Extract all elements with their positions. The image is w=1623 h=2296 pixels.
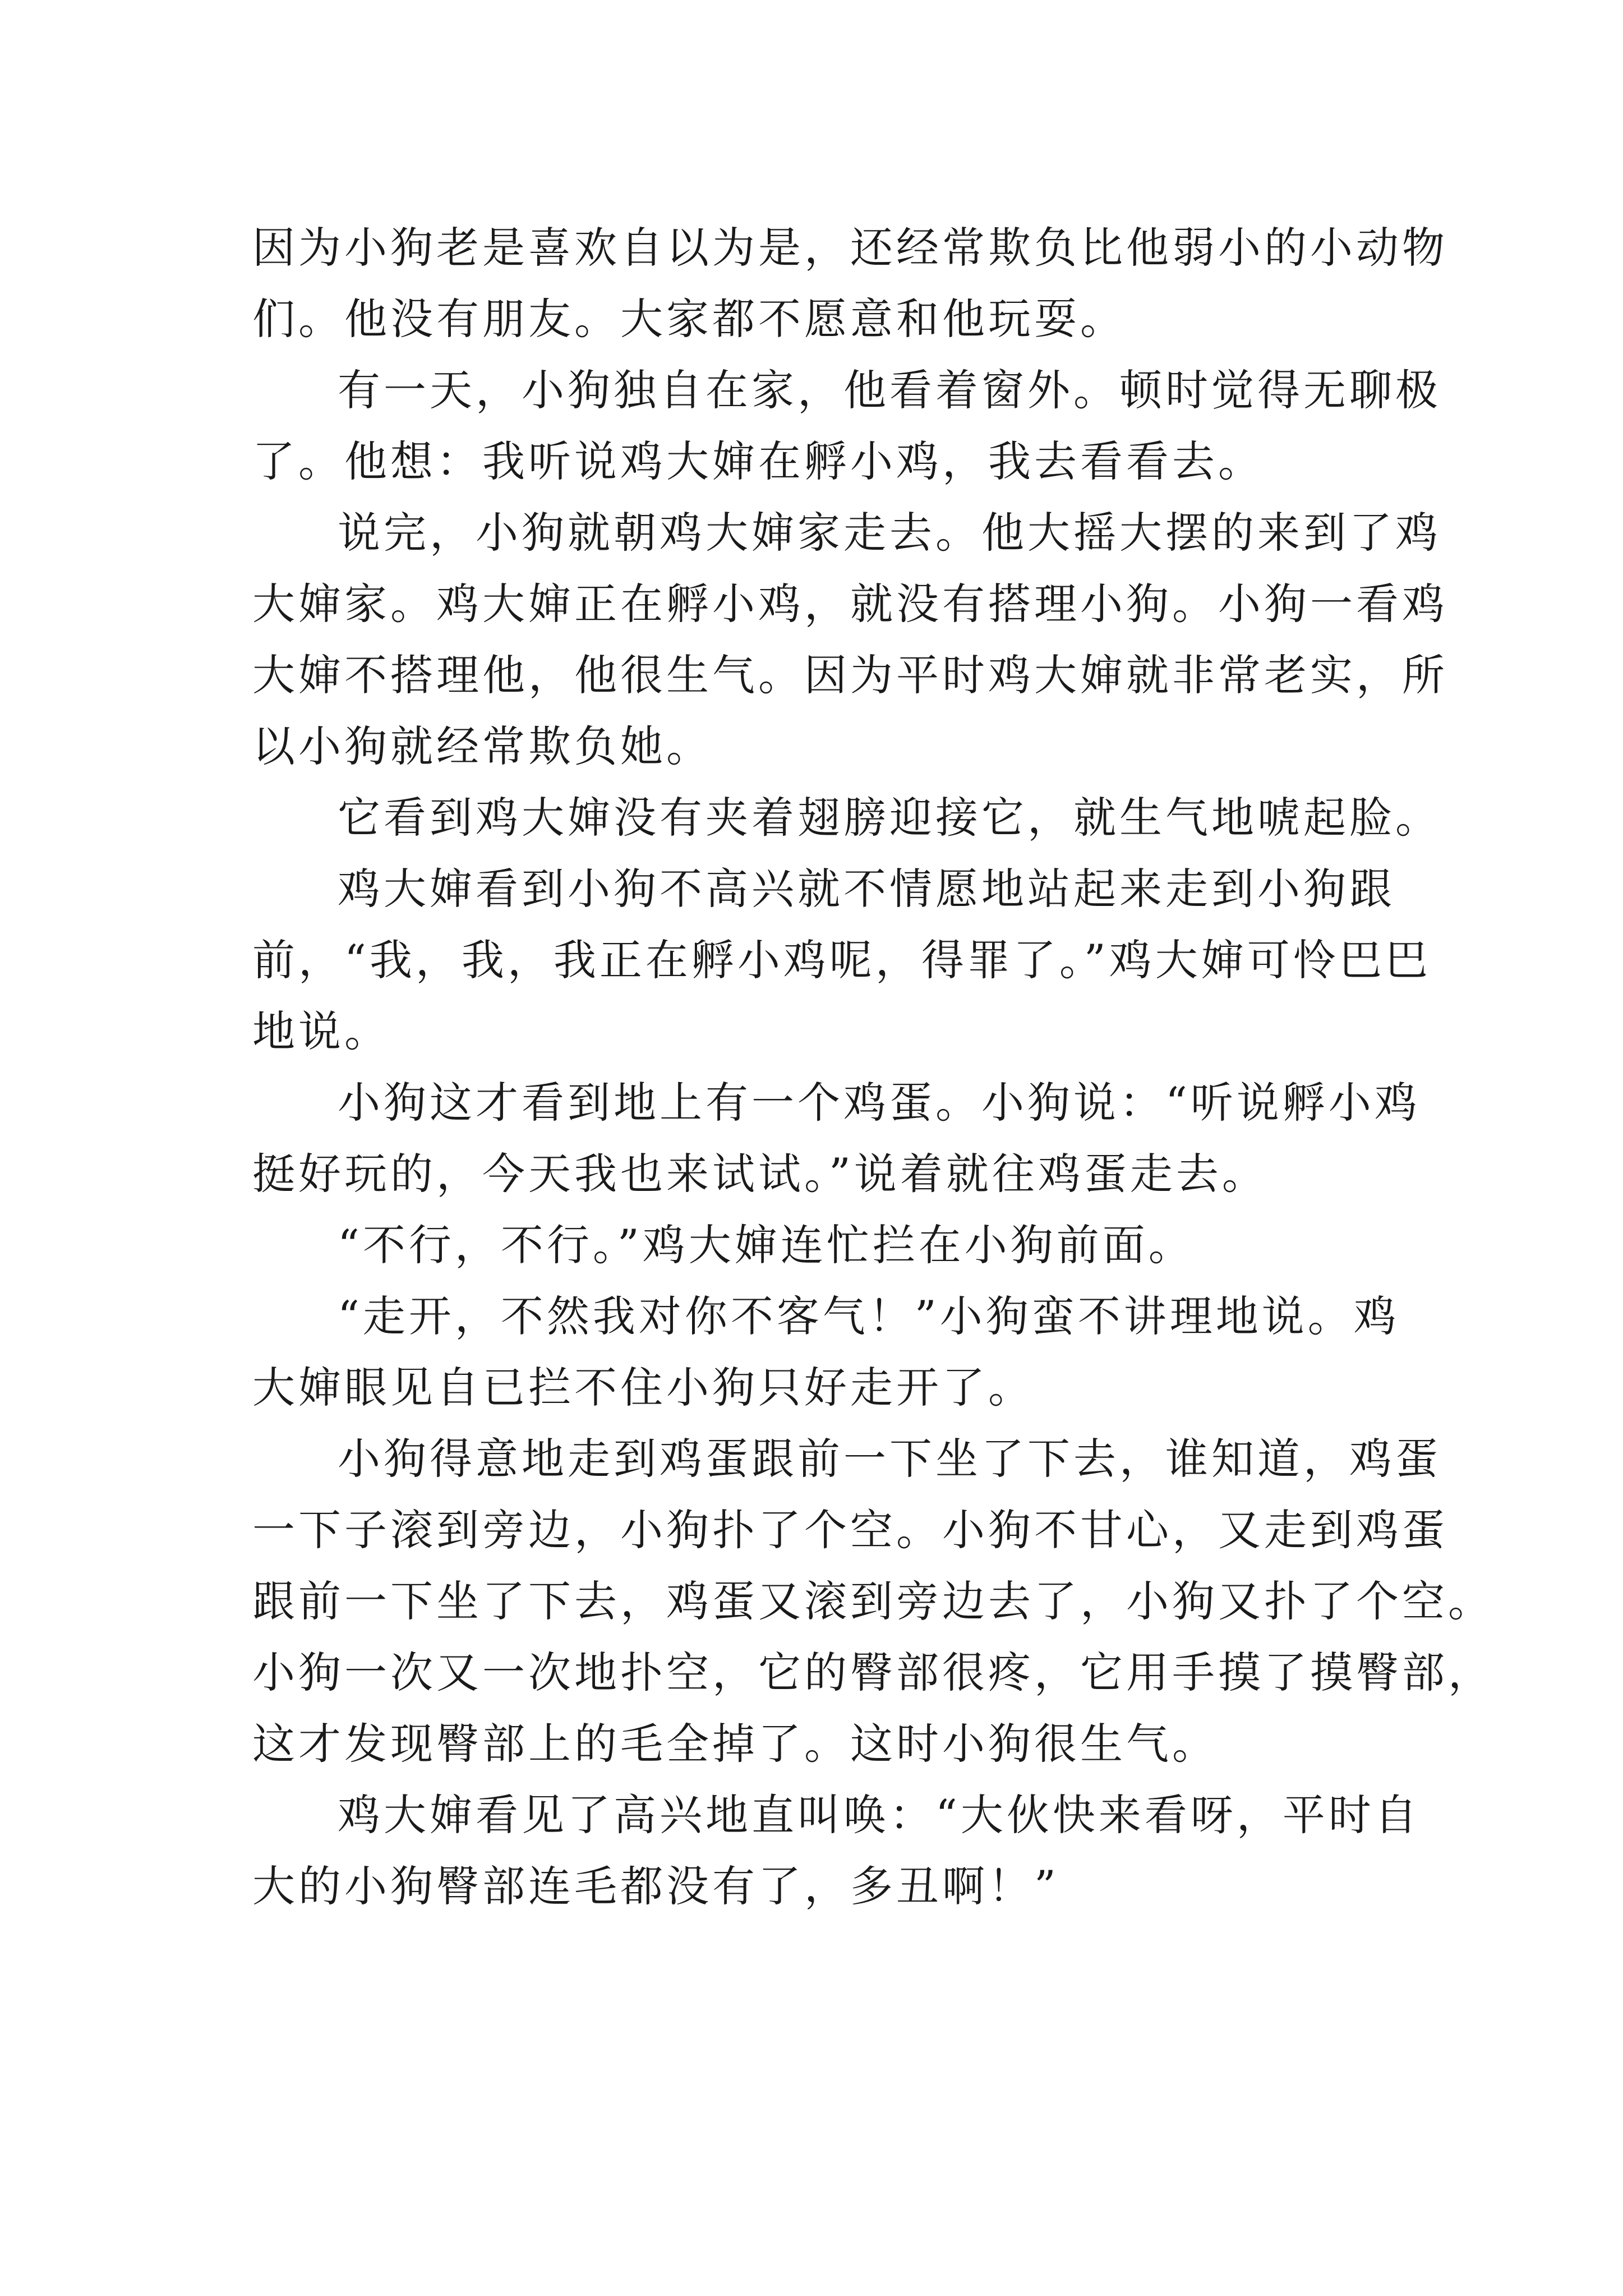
text-line: 大婶家。鸡大婶正在孵小鸡，就没有搭理小狗。小狗一看鸡 [252, 579, 1448, 629]
text-line: 小狗这才看到地上有一个鸡蛋。小狗说：“听说孵小鸡 [338, 1078, 1421, 1128]
story-text [252, 212, 1494, 1922]
text-line: 鸡大婶看到小狗不高兴就不情愿地站起来走到小狗跟 [338, 864, 1395, 914]
text-line: 小狗得意地走到鸡蛋跟前一下坐了下去，谁知道，鸡蛋 [338, 1434, 1441, 1484]
text-line: 有一天，小狗独自在家，他看着窗外。顿时觉得无聊极 [338, 365, 1441, 415]
text-line: 因为小狗老是喜欢自以为是，还经常欺负比他弱小的小动物 [252, 223, 1448, 273]
text-line: 挺好玩的，今天我也来试试。”说着就往鸡蛋走去。 [252, 1149, 1268, 1199]
text-line: 了。他想：我听说鸡大婶在孵小鸡，我去看看去。 [252, 436, 1264, 486]
text-line: 说完，小狗就朝鸡大婶家走去。他大摇大摆的来到了鸡 [338, 508, 1441, 558]
text-line: 一下子滚到旁边，小狗扑了个空。小狗不甘心，又走到鸡蛋 [252, 1505, 1448, 1555]
text-line: 这才发现臀部上的毛全掉了。这时小狗很生气。 [252, 1719, 1218, 1769]
text-line: “不行，不行。”鸡大婶连忙拦在小狗前面。 [338, 1220, 1195, 1270]
text-line: 大的小狗臀部连毛都没有了，多丑啊！” [252, 1861, 1059, 1911]
text-line: 它看到鸡大婶没有夹着翅膀迎接它，就生气地唬起脸。 [338, 793, 1441, 843]
text-line: 以小狗就经常欺负她。 [252, 721, 712, 771]
text-line: 小狗一次又一次地扑空，它的臀部很疼，它用手摸了摸臀部， [252, 1648, 1494, 1697]
text-line: 鸡大婶看见了高兴地直叫唤：“大伙快来看呀，平时自 [338, 1790, 1421, 1840]
text-line: 大婶不搭理他，他很生气。因为平时鸡大婶就非常老实，所 [252, 650, 1448, 700]
text-line: 跟前一下坐了下去，鸡蛋又滚到旁边去了，小狗又扑了个空。 [252, 1576, 1494, 1626]
text-line: 大婶眼见自已拦不住小狗只好走开了。 [252, 1363, 1034, 1412]
text-line: 地说。 [252, 1006, 390, 1056]
text-line: 们。他没有朋友。大家都不愿意和他玩耍。 [252, 294, 1126, 344]
text-line: 前，“我，我，我正在孵小鸡呢，得罪了。”鸡大婶可怜巴巴 [252, 935, 1431, 985]
text-line: “走开，不然我对你不客气！”小狗蛮不讲理地说。鸡 [338, 1291, 1400, 1341]
